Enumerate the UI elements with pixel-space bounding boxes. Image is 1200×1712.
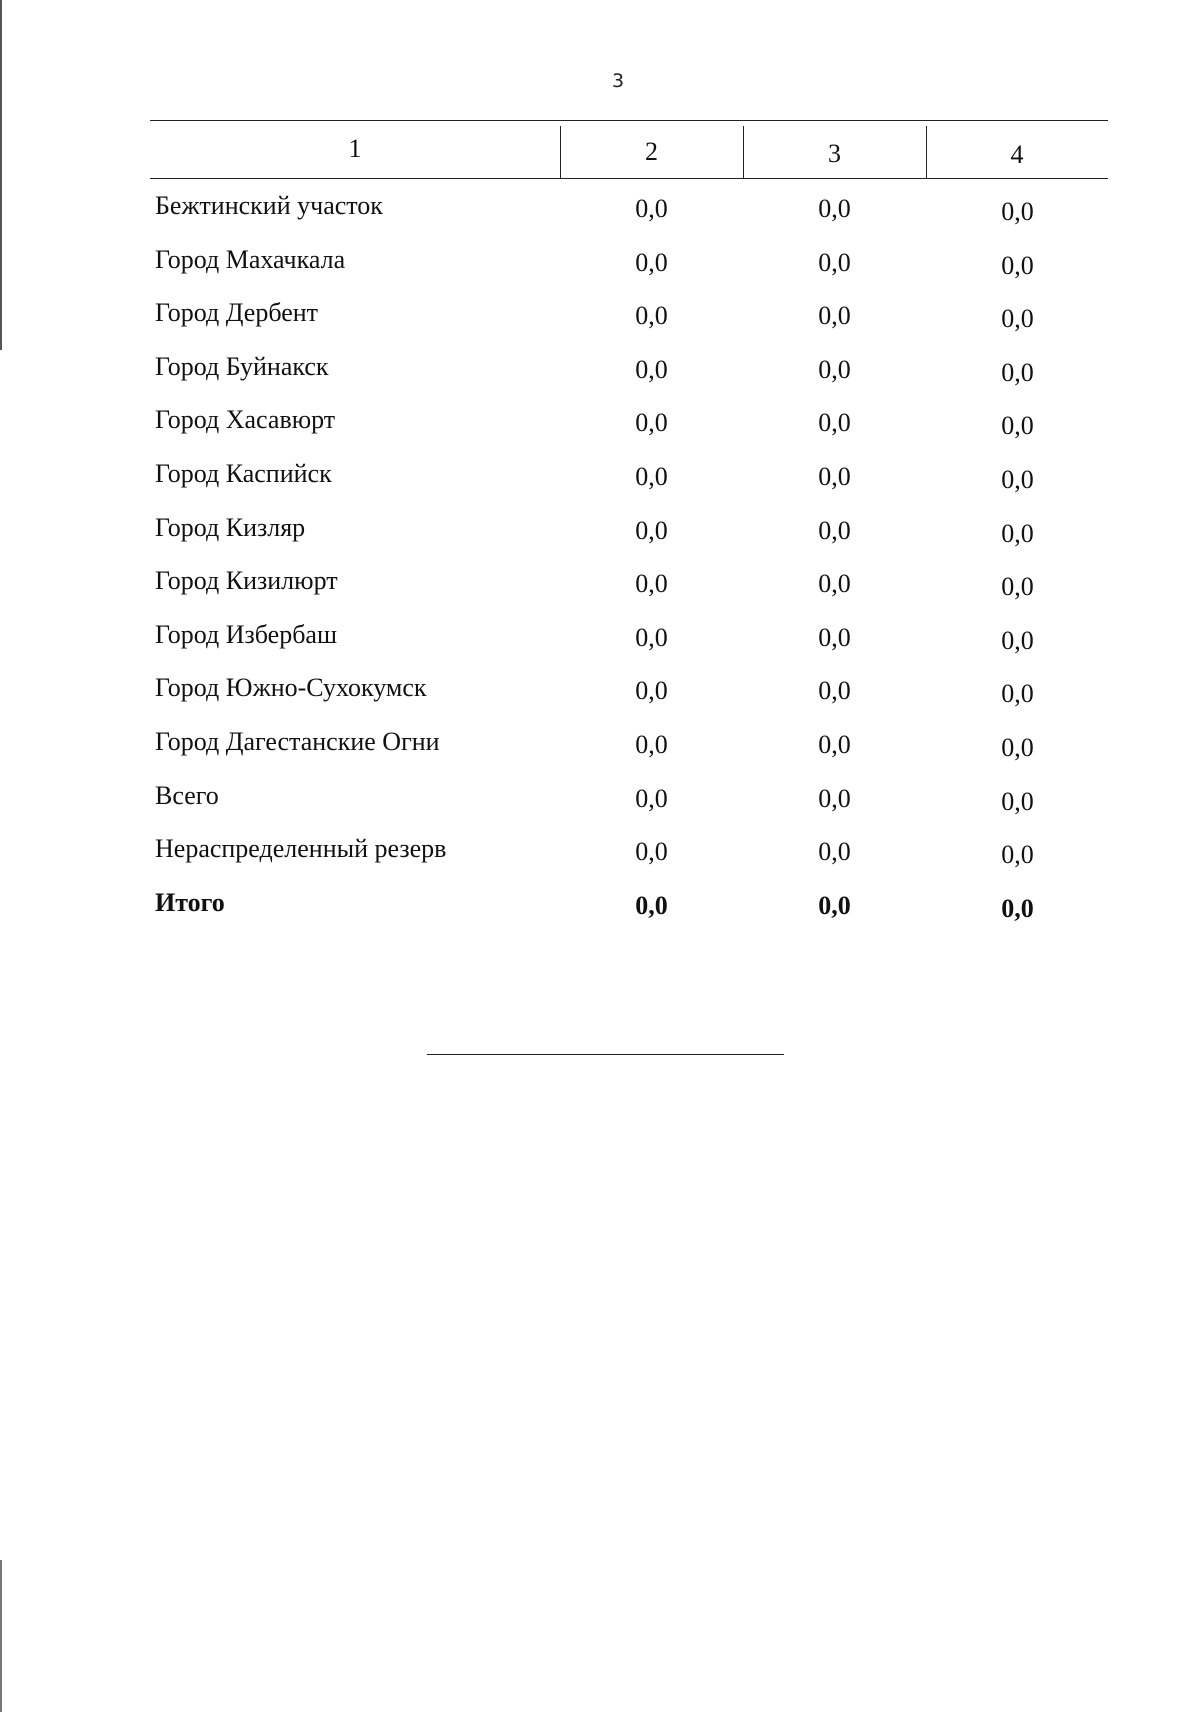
row-value-col2: 0,0 xyxy=(635,837,668,867)
row-value-col3: 0,0 xyxy=(818,354,851,384)
row-value-col3: 0,0 xyxy=(818,569,851,599)
row-value-col4: 0,0 xyxy=(1001,250,1034,280)
row-value-col2: 0,0 xyxy=(635,354,668,384)
row-value-col2: 0,0 xyxy=(635,461,668,491)
row-value-col2: 0,0 xyxy=(635,676,668,706)
row-label: Город Каспийск xyxy=(155,458,332,488)
table-row xyxy=(150,615,1108,669)
table-row xyxy=(150,347,1108,401)
column-header-4: 4 xyxy=(1010,140,1024,169)
table-row xyxy=(150,722,1108,776)
row-value-col3: 0,0 xyxy=(818,837,851,867)
column-header-3: 3 xyxy=(743,126,927,178)
table-row xyxy=(150,776,1108,830)
row-value-col3: 0,0 xyxy=(818,247,851,277)
row-value-col2: 0,0 xyxy=(635,247,668,277)
row-value-col2: 0,0 xyxy=(635,890,668,920)
table-header-row xyxy=(150,126,1108,179)
row-value-col3: 0,0 xyxy=(818,622,851,652)
table-row xyxy=(150,400,1108,454)
row-label: Город Кизилюрт xyxy=(155,566,338,596)
row-value-col4: 0,0 xyxy=(1001,197,1034,226)
table-row xyxy=(150,829,1108,883)
table-row xyxy=(150,186,1108,240)
row-value-col3: 0,0 xyxy=(818,729,851,759)
table-top-rule xyxy=(150,120,1108,121)
row-value-col3: 0,0 xyxy=(818,408,851,438)
row-label: Город Южно-Сухокумск xyxy=(155,673,427,703)
row-value-col2: 0,0 xyxy=(635,408,668,438)
row-value-col4: 0,0 xyxy=(1001,732,1034,762)
row-label: Город Избербаш xyxy=(155,619,337,649)
row-value-col4: 0,0 xyxy=(1001,840,1034,870)
row-value-col2: 0,0 xyxy=(635,194,668,223)
row-label: Всего xyxy=(155,780,219,810)
row-label: Город Кизляр xyxy=(155,512,306,542)
row-value-col4: 0,0 xyxy=(1001,304,1034,334)
scan-edge-mark xyxy=(0,0,2,350)
row-value-col2: 0,0 xyxy=(635,783,668,813)
table-row xyxy=(150,454,1108,508)
row-value-col4: 0,0 xyxy=(1001,411,1034,441)
page-number: 3 xyxy=(611,70,625,92)
row-value-col2: 0,0 xyxy=(635,729,668,759)
row-value-col4: 0,0 xyxy=(1001,679,1034,709)
scan-edge-mark-bottom xyxy=(0,1560,2,1712)
table-row xyxy=(150,508,1108,562)
row-value-col4: 0,0 xyxy=(1001,518,1034,548)
row-value-col3: 0,0 xyxy=(818,890,851,920)
table-row xyxy=(150,668,1108,722)
row-value-col4: 0,0 xyxy=(1001,625,1034,655)
row-label: Итого xyxy=(155,887,225,917)
row-value-col3: 0,0 xyxy=(818,194,851,223)
row-label: Бежтинский участок xyxy=(155,191,383,220)
row-label: Город Махачкала xyxy=(155,244,346,274)
column-header-1: 1 xyxy=(150,126,561,178)
table-row xyxy=(150,561,1108,615)
row-value-col2: 0,0 xyxy=(635,515,668,545)
row-label: Город Дербент xyxy=(155,298,319,328)
row-label: Город Буйнакск xyxy=(155,351,329,381)
row-label: Город Хасавюрт xyxy=(155,405,336,435)
end-of-document-rule xyxy=(427,1054,784,1055)
row-label: Нераспределенный резерв xyxy=(155,834,447,864)
table-row xyxy=(150,240,1108,294)
row-value-col4: 0,0 xyxy=(1001,464,1034,494)
row-value-col2: 0,0 xyxy=(635,622,668,652)
row-value-col4: 0,0 xyxy=(1001,786,1034,816)
row-value-col2: 0,0 xyxy=(635,301,668,331)
row-value-col3: 0,0 xyxy=(818,301,851,331)
row-value-col2: 0,0 xyxy=(635,569,668,599)
table-row xyxy=(150,293,1108,347)
table-row-total xyxy=(150,883,1108,937)
column-header-2: 2 xyxy=(560,126,744,178)
row-value-col4: 0,0 xyxy=(1001,893,1034,923)
row-value-col3: 0,0 xyxy=(818,461,851,491)
row-value-col3: 0,0 xyxy=(818,515,851,545)
row-label: Город Дагестанские Огни xyxy=(155,726,440,756)
table-body xyxy=(150,186,1108,936)
row-value-col3: 0,0 xyxy=(818,783,851,813)
row-value-col4: 0,0 xyxy=(1001,357,1034,387)
row-value-col3: 0,0 xyxy=(818,676,851,706)
row-value-col4: 0,0 xyxy=(1001,572,1034,602)
